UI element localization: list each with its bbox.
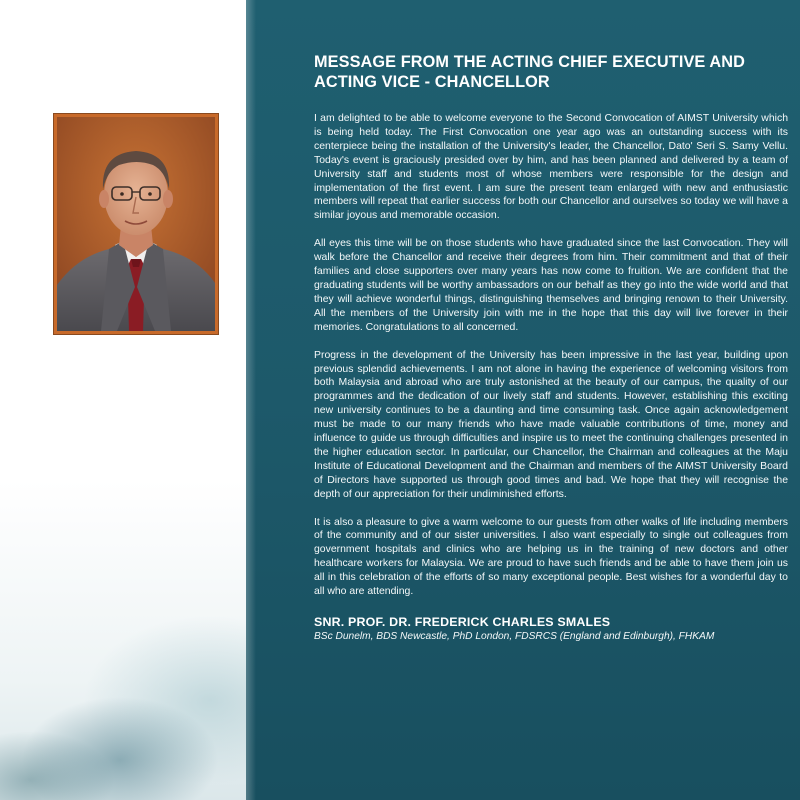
message-title-line-2: ACTING VICE - CHANCELLOR <box>314 73 550 91</box>
paragraph-progress: Progress in the development of the University has been impressive in the last year, building upon previous splendid achievements. I am not alone in having the experience of welcoming visitors from both Malaysia and abroad who are truly astonished at the beauty of our campus, the quality of our programmes and the dedication of our lively staff and students. However, establishing this exciting new university continues to be a daunting and time consuming task. Once again acknowledgement must be made to our many friends who have made valuable contributions of time, money and influence to guide us through difficulties and inspire us to meet the continuing challenges presented in the higher education sector. In particular, our Chancellor, the Chairman and colleagues at the Maju Institute of Educational Development and the Chairman and members of the AIMST University Board of Directors have supported us through good times and bad. We hope that they will recognise the depth of our appreciation for their undiminished efforts. <box>314 349 788 500</box>
portrait-photo <box>57 117 215 331</box>
message-title <box>314 52 788 92</box>
signatory-credentials: BSc Dunelm, BDS Newcastle, PhD London, FDSRCS (England and Edinburgh), FHKAM <box>314 631 715 642</box>
left-decorative-panel <box>0 0 246 800</box>
message-panel <box>246 0 800 800</box>
message-title-line-1: MESSAGE FROM THE ACTING CHIEF EXECUTIVE AND <box>314 53 745 71</box>
portrait-photo-frame <box>54 114 218 334</box>
signatory-name: SNR. PROF. DR. FREDERICK CHARLES SMALES <box>314 615 611 629</box>
paragraph-guests: It is also a pleasure to give a warm welcome to our guests from other walks of life including members of the community and of our sister universities. I also want especially to single out colleagues from government hospitals and clinics who are helping us in the training of new doctors and other healthcare workers for Malaysia. We are proud to have such friends and be able to have them join us all in this celebration of the efforts of so many exceptional people. Best wishes for a wonderful day to all who are attending. <box>314 516 788 598</box>
portrait-illustration <box>57 117 215 331</box>
paragraph-graduates: All eyes this time will be on those students who have graduated since the last Convocation. They will walk before the Chancellor and receive their degrees from him. Their commitment and that of their families and close supporters over many years has now come to fruition. We are confident that the graduating students will be worthy ambassadors on our behalf as they go into the wide world and that they will achieve wonderful things, distinguishing themselves and bringing renown to their University. All the members of the University join with me in the hope that this day will live forever in their memories. Congratulations to all concerned. <box>314 238 788 333</box>
message-content <box>314 52 788 642</box>
paragraph-welcome: I am delighted to be able to welcome everyone to the Second Convocation of AIMST University which is being held today. The First Convocation one year ago was an outstanding success with its centerpiece being the installation of the University's leader, the Chancellor, Dato' Seri S. Samy Vellu. Today's event is graciously presided over by him, and has been planned and delivered by a team of University staff and students most of whose members were responsible for the design and implementation of the first event. I am sure the present team enlarged with new and enthusiastic members will repeat that earlier success for both our Chancellor and ourselves so today we will have a similar joyous and memorable occasion. <box>314 113 788 222</box>
